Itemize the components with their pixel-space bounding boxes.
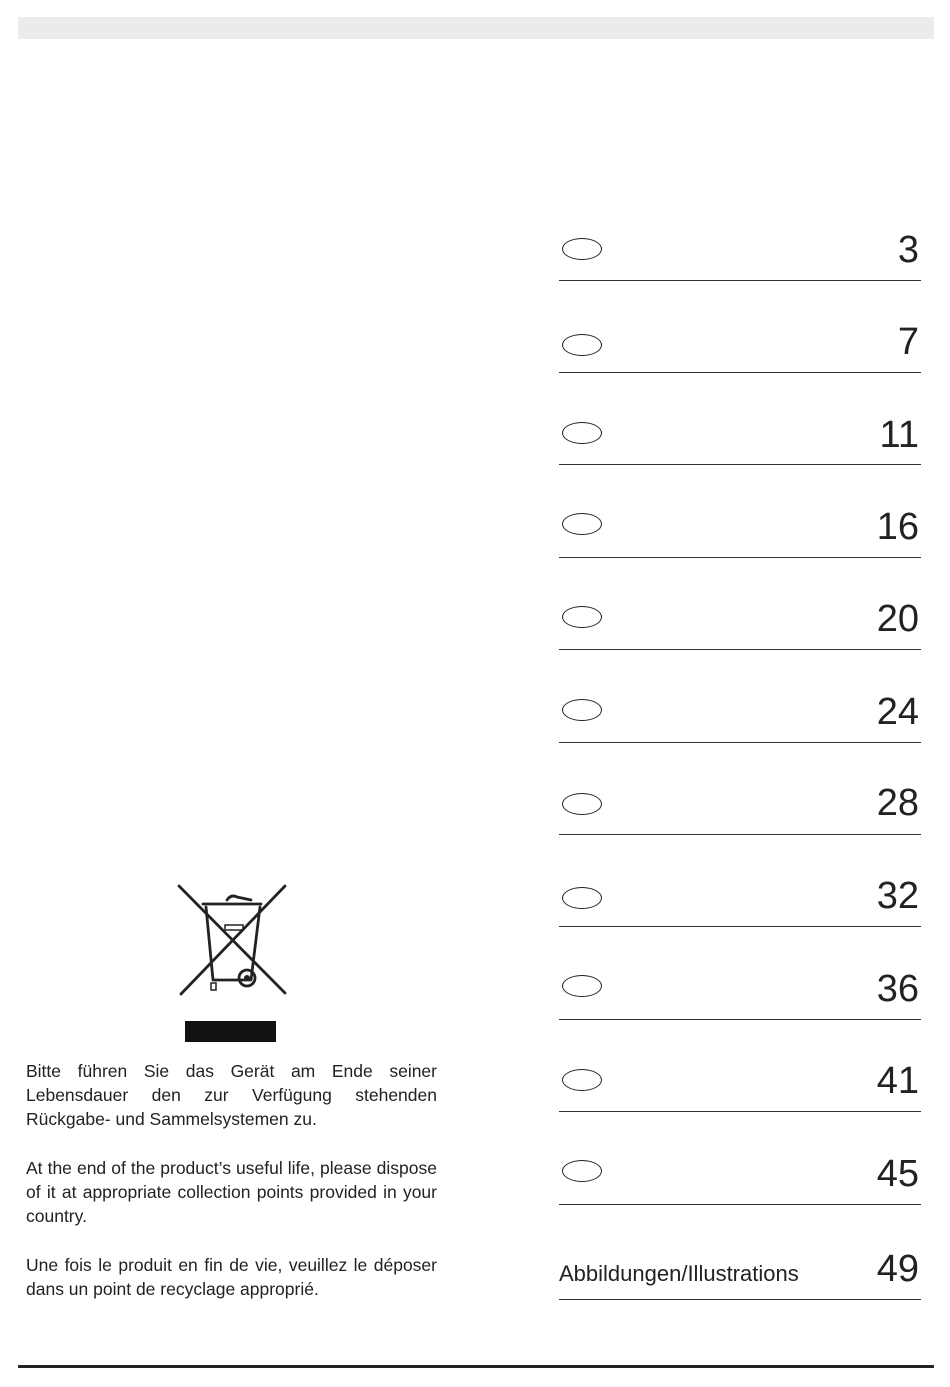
- black-bar-marker: [185, 1021, 276, 1042]
- language-flag-oval: [562, 606, 602, 628]
- page-number: 24: [876, 691, 919, 733]
- language-flag-oval: [562, 513, 602, 535]
- toc-row-illustrations[interactable]: [559, 1239, 921, 1300]
- page-number: 28: [876, 782, 919, 824]
- language-flag-oval: [562, 422, 602, 444]
- page-number: 41: [876, 1060, 919, 1102]
- crossed-out-bin-icon: [175, 883, 289, 998]
- toc-row[interactable]: [559, 312, 921, 373]
- illustrations-label: Abbildungen/Illustrations: [559, 1261, 799, 1286]
- footer-rule: [18, 1365, 934, 1368]
- toc-row[interactable]: [559, 1051, 921, 1112]
- page-number: 49: [876, 1248, 919, 1290]
- toc-row[interactable]: [559, 959, 921, 1020]
- page-number: 16: [876, 506, 919, 548]
- page-number: 20: [876, 598, 919, 640]
- language-flag-oval: [562, 699, 602, 721]
- page-number: 3: [897, 229, 919, 271]
- toc-row[interactable]: [559, 589, 921, 650]
- toc-row[interactable]: [559, 866, 921, 927]
- toc-row[interactable]: [559, 1144, 921, 1205]
- page-number: 32: [876, 875, 919, 917]
- language-flag-oval: [562, 887, 602, 909]
- page-number: 7: [897, 321, 919, 363]
- language-flag-oval: [562, 334, 602, 356]
- language-flag-oval: [562, 1069, 602, 1091]
- toc-row[interactable]: [559, 404, 921, 465]
- toc-row[interactable]: [559, 497, 921, 558]
- toc-row[interactable]: [559, 682, 921, 743]
- language-flag-oval: [562, 793, 602, 815]
- page-number: 11: [879, 414, 919, 456]
- header-bar: [18, 17, 934, 39]
- disposal-note-fr: Une fois le produit en fin de vie, veuillez le déposer dans un point de recyclage approprié.: [26, 1255, 437, 1299]
- disposal-note-en: At the end of the product’s useful life, please dispose of it at appropriate collection points provided in your country.: [26, 1158, 437, 1226]
- language-flag-oval: [562, 238, 602, 260]
- language-flag-oval: [562, 975, 602, 997]
- toc-row[interactable]: [559, 220, 921, 281]
- page-number: 45: [876, 1153, 919, 1195]
- page-number: 36: [876, 968, 919, 1010]
- toc-row[interactable]: [559, 774, 921, 835]
- disposal-note-de: Bitte führen Sie das Gerät am Ende seiner Lebensdauer den zur Verfügung stehenden Rückgabe- und Sammelsystemen zu.: [26, 1061, 437, 1129]
- language-flag-oval: [562, 1160, 602, 1182]
